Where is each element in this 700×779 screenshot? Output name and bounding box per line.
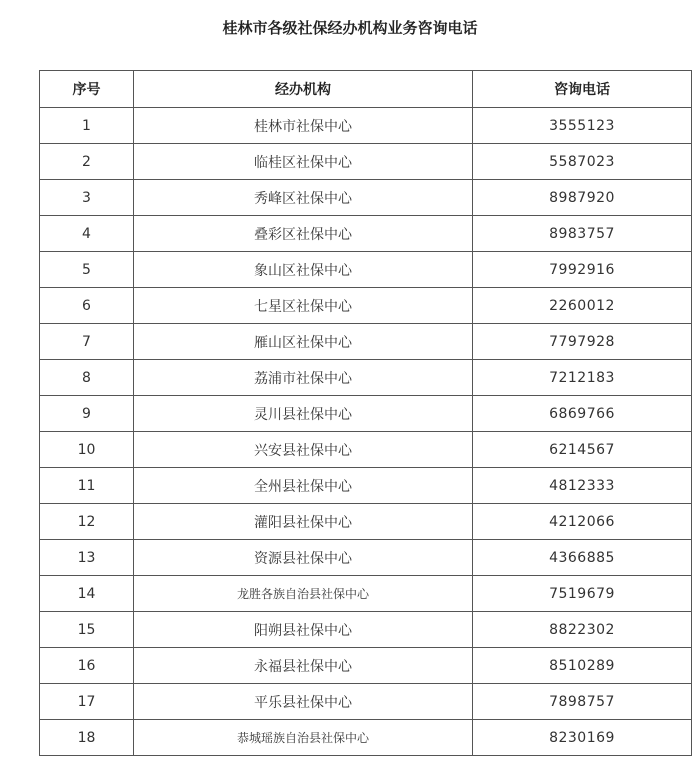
table-row bbox=[40, 612, 692, 648]
row-phone: 7797928 bbox=[473, 324, 692, 360]
row-phone: 6214567 bbox=[473, 432, 692, 468]
row-organization: 象山区社保中心 bbox=[134, 252, 473, 288]
table-row bbox=[40, 684, 692, 720]
table-row bbox=[40, 576, 692, 612]
row-organization: 临桂区社保中心 bbox=[134, 144, 473, 180]
row-organization: 阳朔县社保中心 bbox=[134, 612, 473, 648]
row-index: 5 bbox=[40, 252, 134, 288]
row-phone: 7992916 bbox=[473, 252, 692, 288]
row-index: 18 bbox=[40, 720, 134, 756]
row-organization: 资源县社保中心 bbox=[134, 540, 473, 576]
row-organization: 龙胜各族自治县社保中心 bbox=[134, 576, 473, 612]
row-organization: 秀峰区社保中心 bbox=[134, 180, 473, 216]
header-organization: 经办机构 bbox=[134, 71, 473, 108]
row-phone: 8822302 bbox=[473, 612, 692, 648]
table-row bbox=[40, 180, 692, 216]
row-index: 16 bbox=[40, 648, 134, 684]
row-phone: 2260012 bbox=[473, 288, 692, 324]
row-organization: 灌阳县社保中心 bbox=[134, 504, 473, 540]
row-index: 6 bbox=[40, 288, 134, 324]
row-phone: 8983757 bbox=[473, 216, 692, 252]
row-phone: 8987920 bbox=[473, 180, 692, 216]
row-index: 8 bbox=[40, 360, 134, 396]
table-row bbox=[40, 360, 692, 396]
table-row bbox=[40, 144, 692, 180]
row-index: 11 bbox=[40, 468, 134, 504]
table-row bbox=[40, 288, 692, 324]
table-row bbox=[40, 504, 692, 540]
row-index: 3 bbox=[40, 180, 134, 216]
row-index: 17 bbox=[40, 684, 134, 720]
row-organization: 桂林市社保中心 bbox=[134, 108, 473, 144]
row-phone: 6869766 bbox=[473, 396, 692, 432]
table-row bbox=[40, 468, 692, 504]
row-phone: 7212183 bbox=[473, 360, 692, 396]
table-header-row bbox=[40, 71, 692, 108]
row-phone: 7898757 bbox=[473, 684, 692, 720]
table-row bbox=[40, 108, 692, 144]
row-phone: 4212066 bbox=[473, 504, 692, 540]
header-index: 序号 bbox=[40, 71, 134, 108]
row-phone: 8510289 bbox=[473, 648, 692, 684]
row-organization: 雁山区社保中心 bbox=[134, 324, 473, 360]
row-phone: 4366885 bbox=[473, 540, 692, 576]
row-index: 15 bbox=[40, 612, 134, 648]
row-phone: 3555123 bbox=[473, 108, 692, 144]
table-row bbox=[40, 648, 692, 684]
table-row bbox=[40, 216, 692, 252]
table-row bbox=[40, 540, 692, 576]
row-organization: 兴安县社保中心 bbox=[134, 432, 473, 468]
table-row bbox=[40, 396, 692, 432]
row-index: 2 bbox=[40, 144, 134, 180]
row-index: 12 bbox=[40, 504, 134, 540]
row-organization: 灵川县社保中心 bbox=[134, 396, 473, 432]
row-phone: 5587023 bbox=[473, 144, 692, 180]
row-organization: 荔浦市社保中心 bbox=[134, 360, 473, 396]
table-row bbox=[40, 252, 692, 288]
row-index: 7 bbox=[40, 324, 134, 360]
row-organization: 叠彩区社保中心 bbox=[134, 216, 473, 252]
row-organization: 永福县社保中心 bbox=[134, 648, 473, 684]
row-organization: 七星区社保中心 bbox=[134, 288, 473, 324]
row-phone: 7519679 bbox=[473, 576, 692, 612]
row-index: 13 bbox=[40, 540, 134, 576]
header-phone: 咨询电话 bbox=[473, 71, 692, 108]
row-phone: 8230169 bbox=[473, 720, 692, 756]
row-organization: 全州县社保中心 bbox=[134, 468, 473, 504]
row-index: 1 bbox=[40, 108, 134, 144]
page-title: 桂林市各级社保经办机构业务咨询电话 bbox=[222, 19, 478, 37]
row-index: 9 bbox=[40, 396, 134, 432]
row-index: 4 bbox=[40, 216, 134, 252]
row-organization: 平乐县社保中心 bbox=[134, 684, 473, 720]
table-row bbox=[40, 432, 692, 468]
row-organization: 恭城瑶族自治县社保中心 bbox=[134, 720, 473, 756]
table-row bbox=[40, 720, 692, 756]
table-row bbox=[40, 324, 692, 360]
row-phone: 4812333 bbox=[473, 468, 692, 504]
row-index: 14 bbox=[40, 576, 134, 612]
row-index: 10 bbox=[40, 432, 134, 468]
contact-table bbox=[39, 70, 692, 756]
